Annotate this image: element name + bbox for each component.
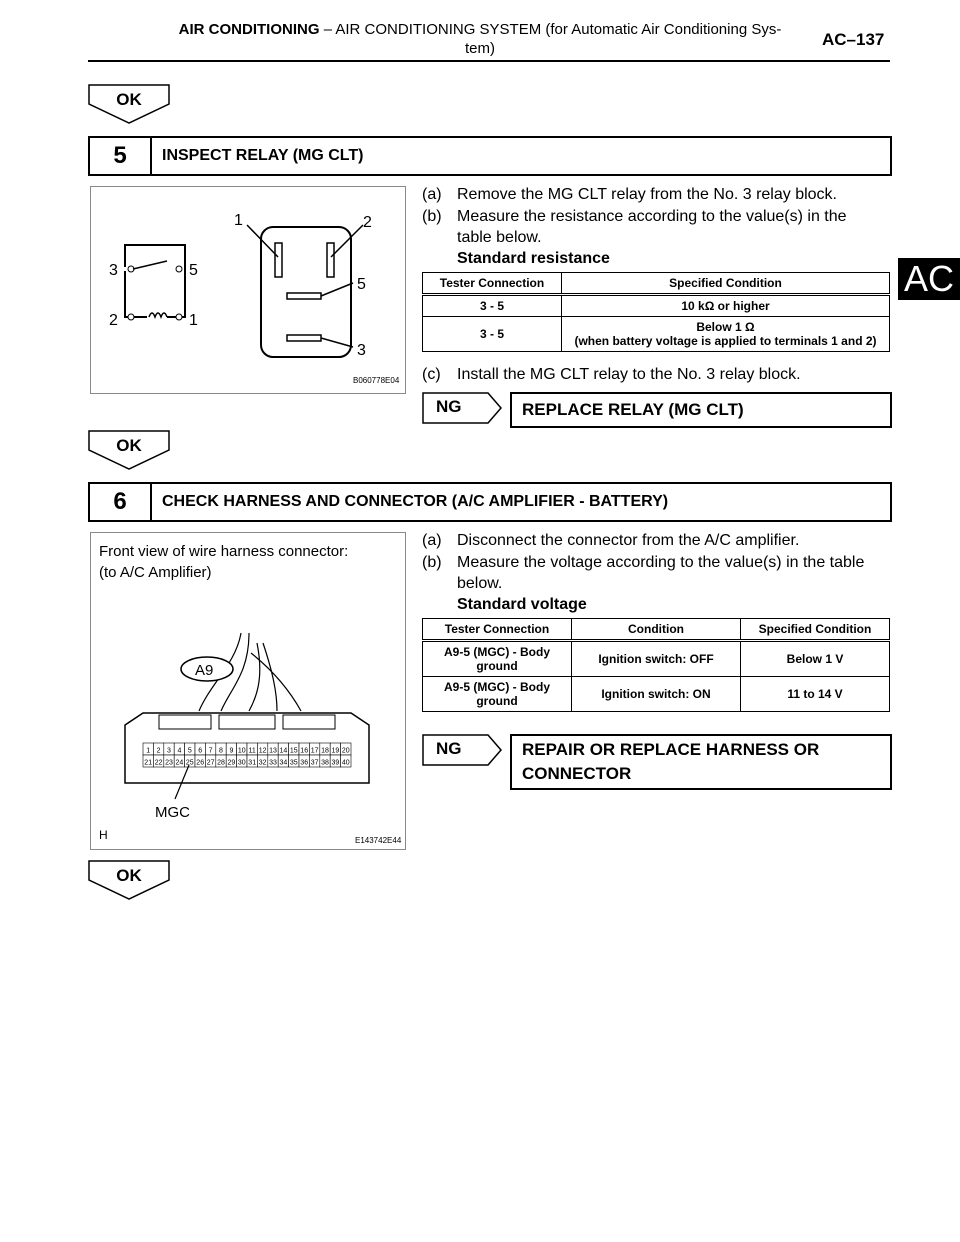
pin-number: 23	[165, 759, 173, 767]
table-header-cell: Specified Condition	[741, 619, 890, 641]
step-5-instructions	[422, 184, 888, 269]
instruction-label: (b)	[422, 208, 442, 225]
ok-label: OK	[116, 90, 142, 109]
table-header-cell: Condition	[572, 619, 741, 641]
instruction-text: Measure the resistance according to the value(s) in the table below.	[457, 208, 847, 246]
pin-number: 39	[331, 759, 340, 767]
instruction-item	[422, 552, 888, 594]
pin-number: 17	[310, 747, 319, 755]
page-number: AC–137	[822, 30, 885, 49]
pin-number: 37	[310, 759, 319, 767]
table-cell: A9-5 (MGC) - Body ground	[423, 677, 572, 712]
ok-arrow-1	[88, 84, 170, 124]
section-name: AIR CONDITIONING	[178, 21, 320, 38]
pin-number: 14	[279, 747, 288, 755]
pin-number: 2	[156, 747, 161, 755]
ok-label: OK	[116, 866, 142, 885]
figure-code: E143742E44	[355, 836, 402, 845]
ng-result-5: REPLACE RELAY (MG CLT)	[510, 392, 892, 428]
relay-diagram	[91, 187, 405, 393]
pin-number: 5	[187, 747, 192, 755]
section-tab: AC	[898, 258, 960, 300]
pin-number: 38	[321, 759, 329, 767]
pin-label: 5	[357, 276, 366, 293]
pin-number: 3	[167, 747, 171, 755]
table-row	[423, 317, 890, 352]
connector-figure	[90, 532, 406, 850]
table-cell: A9-5 (MGC) - Body ground	[423, 641, 572, 677]
instruction-label: (c)	[422, 366, 441, 383]
instruction-label: (a)	[422, 186, 442, 203]
pin-number: 28	[217, 759, 225, 767]
caption-line-1: Front view of wire harness connector:	[99, 543, 349, 560]
ng-label: NG	[436, 739, 462, 758]
instruction-text: Install the MG CLT relay to the No. 3 relay block.	[457, 366, 801, 383]
pin-number: 9	[229, 747, 234, 755]
table-cell: 10 kΩ or higher	[562, 295, 890, 317]
pin-number: 7	[208, 747, 213, 755]
ok-label: OK	[116, 436, 142, 455]
pin-number: 4	[177, 747, 182, 755]
figure-letter: H	[99, 828, 108, 842]
pin-number: 26	[196, 759, 205, 767]
pin-number: 18	[321, 747, 329, 755]
ng-arrow-6	[422, 734, 502, 771]
pin-number: 8	[219, 747, 223, 755]
page-header-title	[150, 20, 810, 58]
ok-arrow-3	[88, 860, 170, 900]
resistance-table	[422, 272, 890, 352]
header-subtitle-1: AIR CONDITIONING SYSTEM (for Automatic Air Conditioning Sys-	[335, 21, 782, 38]
step-5-header	[88, 136, 892, 176]
ok-arrow-2	[88, 430, 170, 470]
pin-number: 12	[258, 747, 267, 755]
pin-label: 3	[109, 262, 118, 279]
pin-number: 36	[300, 759, 309, 767]
table-header-cell: Tester Connection	[423, 273, 562, 295]
pin-number: 32	[258, 759, 267, 767]
table-header-cell: Specified Condition	[562, 273, 890, 295]
table-row	[423, 295, 890, 317]
pin-grid	[143, 743, 351, 767]
pin-number: 11	[248, 747, 256, 755]
pin-label: 1	[234, 212, 243, 229]
step-5-after	[422, 364, 888, 385]
voltage-table	[422, 618, 890, 712]
step-title: INSPECT RELAY (MG CLT)	[162, 147, 364, 164]
pin-number: 29	[227, 759, 236, 767]
instruction-item	[422, 206, 888, 248]
ng-result-6: REPAIR OR REPLACE HARNESS OR CONNECTOR	[510, 734, 892, 790]
instruction-label: (a)	[422, 532, 442, 549]
pin-number: 19	[331, 747, 340, 755]
instruction-item	[422, 364, 888, 385]
pin-number: 31	[248, 759, 257, 767]
pin-number: 13	[269, 747, 277, 755]
table-cell: Ignition switch: ON	[572, 677, 741, 712]
instruction-label: (b)	[422, 554, 442, 571]
table-cell: 3 - 5	[423, 295, 562, 317]
standard-label: Standard resistance	[457, 250, 610, 267]
pin-number: 21	[144, 759, 153, 767]
table-row	[423, 677, 890, 712]
table-row	[423, 641, 890, 677]
instruction-item	[422, 184, 888, 205]
instruction-text: Remove the MG CLT relay from the No. 3 relay block.	[457, 186, 837, 203]
instruction-text: Measure the voltage according to the value(s) in the table below.	[457, 554, 865, 592]
relay-figure	[90, 186, 406, 394]
pin-number: 22	[154, 759, 163, 767]
table-header-cell: Tester Connection	[423, 619, 572, 641]
step-6-header	[88, 482, 892, 522]
ng-arrow-shape	[422, 392, 502, 424]
ng-arrow-5	[422, 392, 502, 429]
pin-label: 2	[363, 214, 372, 231]
pin-number: 27	[206, 759, 215, 767]
pin-number: 25	[185, 759, 194, 767]
pin-label: 2	[109, 312, 118, 329]
pin-number: 6	[198, 747, 203, 755]
step-6-instructions	[422, 530, 888, 615]
table-cell: Below 1 Ω (when battery voltage is applied to terminals 1 and 2)	[562, 317, 890, 352]
table-cell: Ignition switch: OFF	[572, 641, 741, 677]
table-cell: 3 - 5	[423, 317, 562, 352]
terminal-label: MGC	[155, 804, 190, 821]
instruction-item	[422, 530, 888, 551]
figure-code: B060778E04	[353, 376, 400, 385]
figure-caption	[99, 541, 348, 583]
step-title: CHECK HARNESS AND CONNECTOR (A/C AMPLIFIER - BATTERY)	[162, 493, 669, 510]
pin-number: 33	[269, 759, 277, 767]
header-dash: –	[323, 21, 333, 38]
pin-number: 20	[341, 747, 350, 755]
ng-arrow-shape	[422, 734, 502, 766]
header-rule	[88, 60, 890, 62]
instruction-text: Disconnect the connector from the A/C amplifier.	[457, 532, 800, 549]
pin-number: 35	[289, 759, 298, 767]
pin-label: 1	[189, 312, 198, 329]
table-header-row	[423, 619, 890, 641]
step-number: 6	[90, 484, 152, 520]
pin-number: 10	[237, 747, 246, 755]
caption-line-2: (to A/C Amplifier)	[99, 564, 212, 581]
pin-number: 30	[237, 759, 246, 767]
ng-label: NG	[436, 397, 462, 416]
standard-label: Standard voltage	[457, 596, 587, 613]
header-subtitle-2: tem)	[465, 40, 495, 57]
pin-number: 15	[289, 747, 298, 755]
pin-number: 40	[341, 759, 350, 767]
connector-label: A9	[195, 662, 214, 679]
table-header-row	[423, 273, 890, 295]
pin-label: 5	[189, 262, 198, 279]
step-number: 5	[90, 138, 152, 174]
table-cell: 11 to 14 V	[741, 677, 890, 712]
pin-label: 3	[357, 342, 366, 359]
pin-number: 34	[279, 759, 288, 767]
pin-number: 1	[146, 747, 151, 755]
pin-number: 16	[300, 747, 309, 755]
table-cell: Below 1 V	[741, 641, 890, 677]
pin-number: 24	[175, 759, 184, 767]
